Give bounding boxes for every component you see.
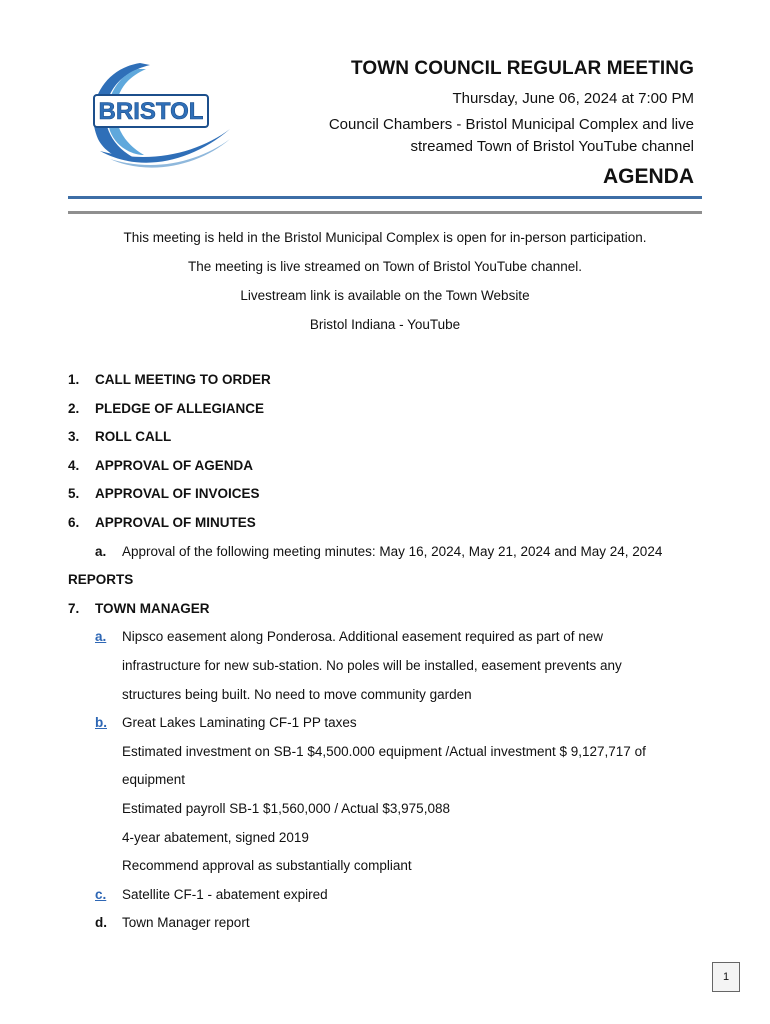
subitem-continuation xyxy=(68,856,708,885)
subitem-text: infrastructure for new sub-station. No poles will be installed, easement prevents any xyxy=(122,657,622,673)
meeting-location-line1: Council Chambers - Bristol Municipal Complex and live xyxy=(328,116,694,133)
item-number: 6. xyxy=(68,514,80,530)
item-number: 2. xyxy=(68,400,80,416)
subitem-text: Estimated payroll SB-1 $1,560,000 / Actual $3,975,088 xyxy=(122,800,450,816)
page-number-badge: 1 xyxy=(712,962,740,992)
item-number: 5. xyxy=(68,486,80,502)
subitem-link-a[interactable]: a. xyxy=(95,629,107,645)
subitem-text: Satellite CF-1 - abatement expired xyxy=(122,886,328,902)
intro-block xyxy=(0,228,770,344)
subitem-text: Estimated investment on SB-1 $4,500.000 equipment /Actual investment $ 9,127,717 of xyxy=(122,743,646,759)
subitem-text: equipment xyxy=(122,772,186,788)
agenda-subitem xyxy=(68,627,708,656)
meeting-date: Thursday, June 06, 2024 at 7:00 PM xyxy=(452,90,694,107)
meeting-location-line2: streamed Town of Bristol YouTube channel xyxy=(410,138,694,155)
intro-line: This meeting is held in the Bristol Municipal Complex is open for in-person participation. xyxy=(123,230,647,245)
intro-line: Livestream link is available on the Town Website xyxy=(240,288,530,303)
subitem-text: Nipsco easement along Ponderosa. Additional easement required as part of new xyxy=(122,629,604,645)
subitem-text: Approval of the following meeting minutes: May 16, 2024, May 21, 2024 and May 24, 2024 xyxy=(122,543,663,559)
intro-line: The meeting is live streamed on Town of Bristol YouTube channel. xyxy=(188,259,582,274)
agenda-subitem xyxy=(68,913,708,942)
subitem-text: structures being built. No need to move community garden xyxy=(122,686,472,702)
item-number: 1. xyxy=(68,372,80,387)
item-label: APPROVAL OF AGENDA xyxy=(95,457,254,473)
subitem-continuation xyxy=(68,656,708,685)
item-number: 4. xyxy=(68,457,80,473)
subitem-text: Great Lakes Laminating CF-1 PP taxes xyxy=(122,715,357,731)
item-label: APPROVAL OF INVOICES xyxy=(95,486,260,502)
agenda-subitem xyxy=(68,885,708,914)
item-label: PLEDGE OF ALLEGIANCE xyxy=(95,400,265,416)
bristol-logo xyxy=(80,55,240,175)
meeting-header xyxy=(329,58,694,158)
agenda-item xyxy=(68,599,708,628)
agenda-heading: AGENDA xyxy=(602,165,694,188)
agenda-subitem xyxy=(68,713,708,742)
item-label: TOWN MANAGER xyxy=(95,600,210,616)
agenda-item xyxy=(68,484,708,513)
agenda-item xyxy=(68,427,708,456)
subitem-text: 4-year abatement, signed 2019 xyxy=(122,829,309,845)
subitem-link-b[interactable]: b. xyxy=(95,715,107,731)
item-number: 7. xyxy=(68,600,80,616)
subitem-continuation xyxy=(68,828,708,857)
divider-gray xyxy=(68,211,702,214)
divider-blue xyxy=(68,196,702,199)
subitem-letter: a. xyxy=(95,543,107,559)
item-number: 3. xyxy=(68,429,80,445)
reports-heading xyxy=(68,570,708,599)
subitem-continuation xyxy=(68,685,708,714)
agenda-item xyxy=(68,399,708,428)
agenda-item xyxy=(68,456,708,485)
agenda-subitem xyxy=(68,542,708,571)
agenda-item xyxy=(68,513,708,542)
reports-label: REPORTS xyxy=(68,572,134,588)
subitem-text: Recommend approval as substantially compliant xyxy=(122,858,412,874)
subitem-letter: d. xyxy=(95,915,107,931)
subitem-continuation xyxy=(68,799,708,828)
subitem-continuation xyxy=(68,770,708,799)
item-label: ROLL CALL xyxy=(95,429,172,445)
item-label: APPROVAL OF MINUTES xyxy=(95,514,256,530)
youtube-link[interactable]: Bristol Indiana - YouTube xyxy=(309,317,461,332)
subitem-link-c[interactable]: c. xyxy=(95,886,107,902)
logo-text: BRISTOL xyxy=(98,98,204,125)
agenda-item xyxy=(68,370,708,399)
agenda-list xyxy=(68,370,708,942)
item-label: CALL MEETING TO ORDER xyxy=(95,372,271,387)
meeting-title: TOWN COUNCIL REGULAR MEETING xyxy=(350,58,694,79)
subitem-continuation xyxy=(68,742,708,771)
subitem-text: Town Manager report xyxy=(122,915,250,931)
